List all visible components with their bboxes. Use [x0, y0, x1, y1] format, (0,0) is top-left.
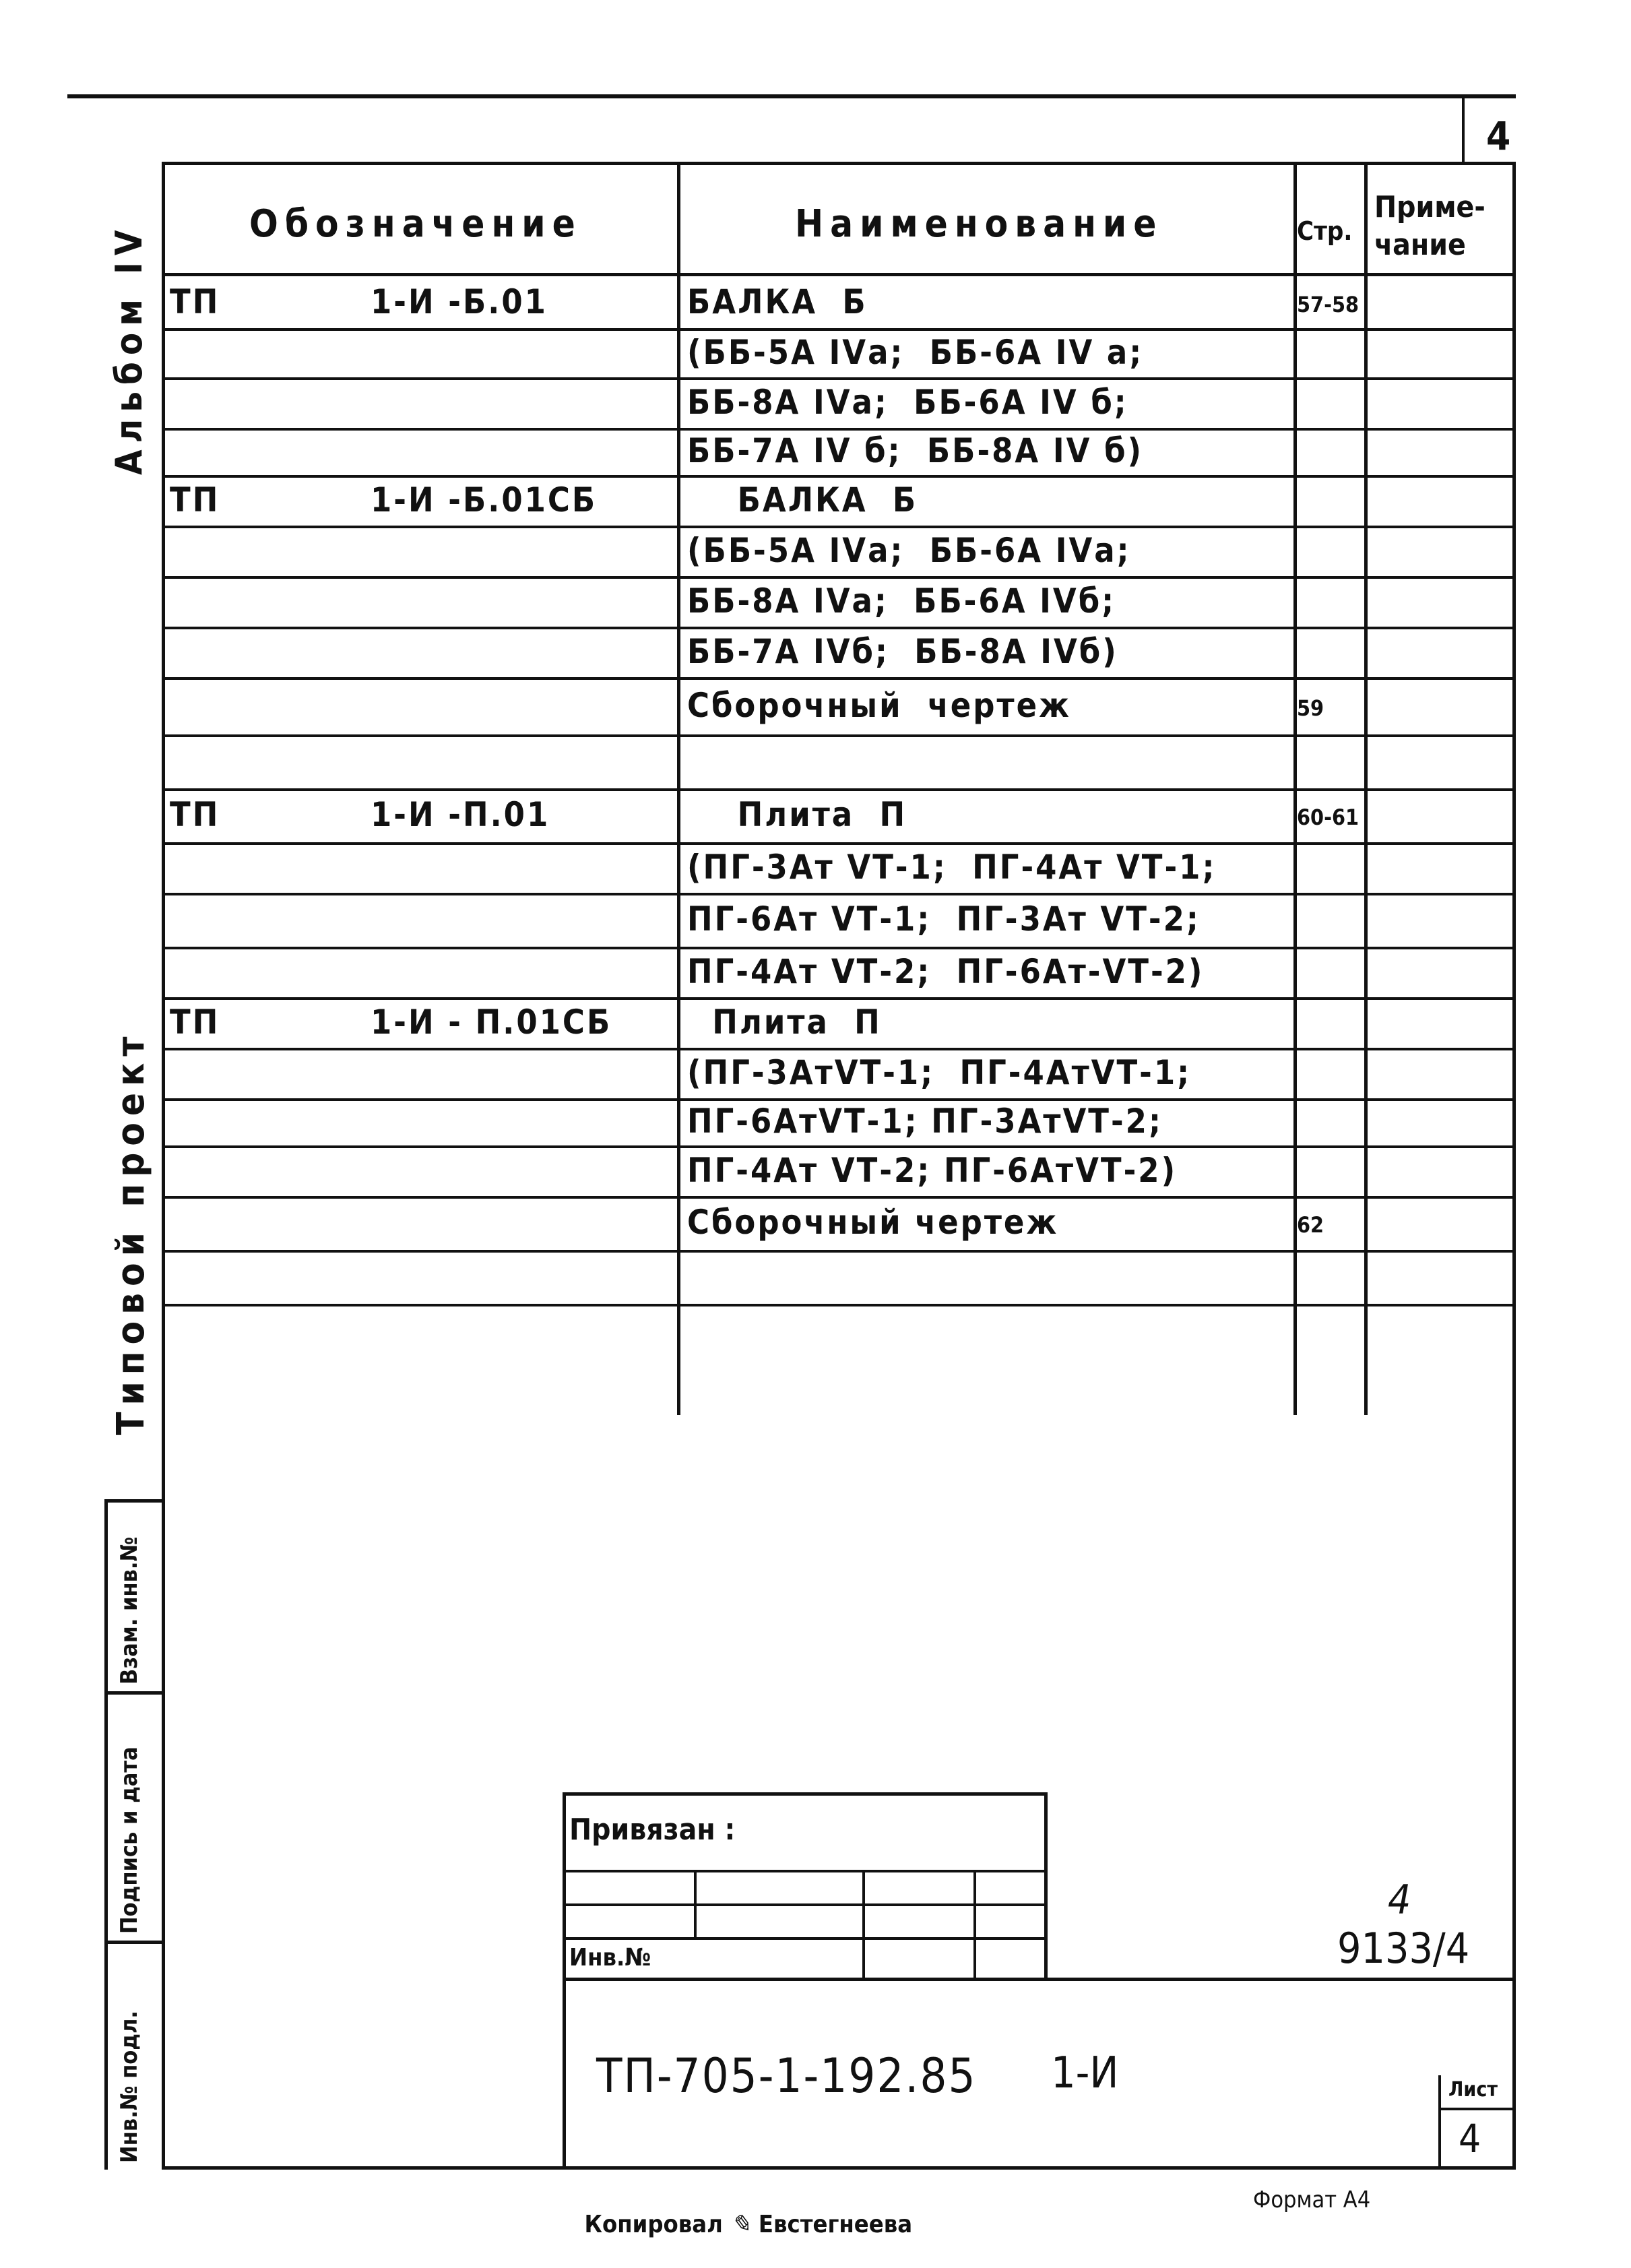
row-line — [165, 677, 1512, 680]
frame-top — [162, 162, 1516, 165]
row-line — [165, 893, 1512, 895]
row-name: Плита П — [687, 795, 907, 834]
sheet-number-box-left — [1462, 94, 1465, 162]
frame-bottom — [162, 2166, 1516, 2170]
row-name: БАЛКА Б — [687, 282, 868, 321]
row-name: (ББ-5А IVа; ББ-6А IV а; — [687, 332, 1144, 372]
signature-mark: ✎ — [722, 2211, 759, 2238]
side-strip-top — [104, 1499, 165, 1503]
row-line — [165, 475, 1512, 478]
row-name: (ПГ-3Ат VТ-1; ПГ-4Ат VТ-1; — [687, 847, 1217, 887]
row-name: ПГ-4Ат VТ-2; ПГ-6Ат-VТ-2) — [687, 951, 1205, 991]
copied-name: Евстегнеева — [758, 2211, 913, 2238]
format-label: Формат А4 — [1253, 2186, 1371, 2213]
row-code: ТП — [170, 1002, 220, 1042]
row-line — [165, 842, 1512, 845]
row-name: (ББ-5А IVа; ББ-6А IVа; — [687, 530, 1131, 570]
title-part: 1-И — [1051, 2048, 1119, 2098]
side-strip-div-1 — [104, 1691, 165, 1695]
row-code: ТП — [170, 480, 220, 519]
inv-orig-label: Инв.№ подл. — [116, 2010, 143, 2163]
row-name: ББ-7А IV б; ББ-8А IV б) — [687, 431, 1144, 470]
header-note: Приме- чание — [1374, 190, 1485, 262]
header-name: Наименование — [795, 202, 1163, 246]
binding-left — [563, 1792, 566, 2170]
row-line — [165, 1145, 1512, 1148]
row-page: 60-61 — [1297, 805, 1360, 830]
row-designation: 1-И - П.01СБ — [371, 1002, 612, 1042]
row-line — [165, 947, 1512, 949]
row-name: БАЛКА Б — [687, 480, 918, 519]
binding-v2 — [862, 1870, 865, 1978]
header-bottom-line — [162, 273, 1516, 276]
top-border-line — [67, 94, 1516, 98]
side-strip-line — [104, 1499, 108, 2170]
row-line — [165, 1196, 1512, 1199]
row-name: ПГ-6АтVТ-1; ПГ-3АтVТ-2; — [687, 1102, 1163, 1141]
binding-v1 — [694, 1870, 697, 1937]
sheet-box-mid — [1438, 2108, 1516, 2110]
row-name: ПГ-6Ат VТ-1; ПГ-3Ат VТ-2; — [687, 900, 1201, 939]
sheet-number: 4 — [1486, 113, 1511, 159]
row-designation: 1-И -Б.01 — [371, 282, 548, 321]
row-code: ТП — [170, 795, 220, 834]
row-line — [165, 1098, 1512, 1101]
binding-top — [563, 1792, 1048, 1796]
row-line — [165, 1048, 1512, 1050]
binding-title: Привязан : — [569, 1813, 736, 1847]
inventory-number-top: 4 — [1388, 1877, 1411, 1924]
project-label: Типовой проект — [109, 1030, 153, 1435]
inventory-number-bottom: 9133/4 — [1337, 1924, 1470, 1973]
row-page: 59 — [1297, 695, 1324, 721]
row-line — [165, 1250, 1512, 1253]
row-line — [165, 997, 1512, 1000]
row-line — [165, 1304, 1512, 1306]
row-line — [165, 576, 1512, 579]
row-name: ББ-8А IVа; ББ-6А IVб; — [687, 581, 1116, 621]
copied-label — [569, 2183, 912, 2238]
frame-left — [162, 162, 165, 2170]
copied-text: Копировал — [584, 2211, 723, 2238]
row-designation: 1-И -П.01 — [371, 795, 550, 834]
row-line — [165, 627, 1512, 629]
row-line — [165, 526, 1512, 528]
album-label: Альбом IV — [108, 223, 150, 475]
frame-right — [1512, 162, 1516, 2170]
row-name: Плита П — [687, 1002, 882, 1042]
title-code: ТП-705-1-192.85 — [596, 2048, 977, 2104]
binding-h4 — [563, 1978, 1516, 1981]
row-page: 57-58 — [1297, 291, 1360, 317]
row-name: Сборочный чертеж — [687, 1203, 1059, 1242]
sign-date-label: Подпись и дата — [116, 1746, 143, 1934]
row-name: Сборочный чертеж — [687, 685, 1071, 725]
row-line — [165, 788, 1512, 791]
row-name: ББ-8А IVа; ББ-6А IV б; — [687, 382, 1128, 422]
row-line — [165, 428, 1512, 431]
sheet-value: 4 — [1459, 2116, 1481, 2162]
row-designation: 1-И -Б.01СБ — [371, 480, 598, 519]
side-strip-div-2 — [104, 1941, 165, 1944]
row-page: 62 — [1297, 1212, 1324, 1238]
binding-inv-no: Инв.№ — [569, 1944, 651, 1972]
row-name: ПГ-4Ат VТ-2; ПГ-6АтVТ-2) — [687, 1150, 1178, 1190]
header-designation: Обозначение — [249, 202, 582, 246]
row-line — [165, 377, 1512, 380]
replace-inv-label: Взам. инв.№ — [116, 1536, 143, 1684]
binding-right — [1044, 1792, 1048, 1981]
row-code: ТП — [170, 282, 220, 321]
row-name: (ПГ-3АтVТ-1; ПГ-4АтVТ-1; — [687, 1052, 1192, 1092]
row-line — [165, 734, 1512, 737]
sheet-label: Лист — [1448, 2078, 1498, 2102]
binding-v3 — [973, 1870, 976, 1978]
row-line — [165, 328, 1512, 331]
sheet-box-left — [1438, 2075, 1441, 2170]
row-name: ББ-7А IVб; ББ-8А IVб) — [687, 631, 1118, 671]
header-page: Стр. — [1297, 216, 1353, 246]
